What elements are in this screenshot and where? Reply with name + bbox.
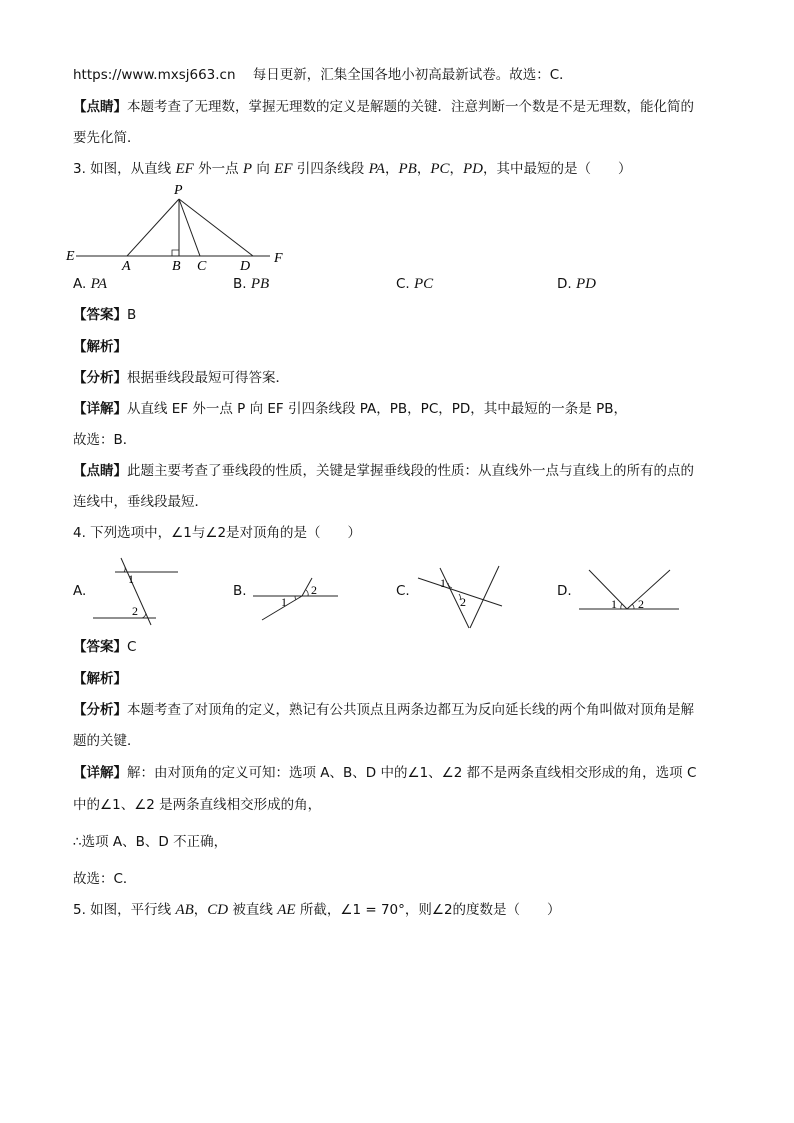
q5-stem-text: 所截，∠1 = 70°，则∠2的度数是（ ） — [295, 902, 561, 918]
label-b: B — [172, 259, 181, 270]
q3-comma: ， — [384, 161, 399, 177]
segment-pa — [127, 199, 179, 256]
dianjing-tag: 【点睛】 — [73, 99, 127, 115]
q3-var-p: P — [242, 161, 253, 177]
q4-option-d-letter[interactable]: D. — [557, 583, 572, 599]
q3-dianjing-line2: 连线中，垂线段最短． — [73, 494, 208, 510]
option-letter: B. — [233, 276, 251, 292]
header-slogan: 每日更新，汇集全国各地小初高最新试卷。 — [252, 67, 510, 83]
segment-pd — [179, 199, 253, 256]
q4-figure-b — [250, 572, 345, 627]
q4-xiangjie-line2: 中的∠1、∠2 是两条直线相交形成的角， — [73, 797, 322, 813]
xiangjie-tag: 【详解】 — [73, 765, 127, 781]
angle-label-2: 2 — [132, 604, 138, 618]
q3-option-c[interactable] — [396, 275, 433, 293]
q4-fenxi-line2: 题的关键． — [73, 733, 141, 749]
q3-comma: ， — [449, 161, 463, 177]
q5-var-ae: AE — [277, 902, 296, 918]
label-p: P — [174, 183, 183, 198]
q4-xiangjie-line1 — [73, 764, 696, 782]
angle-arc — [295, 596, 296, 600]
q4-therefore: ∴选项 A、B、D 不正确， — [73, 834, 228, 850]
q3-xiangjie — [73, 400, 627, 418]
q3-stem — [73, 160, 631, 178]
answer-value: C — [127, 639, 137, 655]
q3-stem-text: 向 — [252, 161, 275, 177]
label-a: A — [122, 259, 131, 270]
xiangjie-text: 从直线 EF 外一点 P 向 EF 引四条线段 PA，PB，PC，PD，其中最短的一条是 PB， — [127, 401, 627, 417]
q3-answer — [73, 306, 136, 324]
q3-var-pc: PC — [430, 161, 450, 177]
q5-var-cd: CD — [207, 902, 229, 918]
option-value: PD — [575, 276, 596, 292]
dianjing-text: 本题考查了无理数，掌握无理数的定义是解题的关键．注意判断一个数是不是无理数，能化简的 — [127, 99, 694, 115]
q4-figure-d — [575, 566, 685, 616]
fenxi-tag: 【分析】 — [73, 702, 127, 718]
option-letter: C. — [396, 276, 415, 292]
q2-dianjing-line2: 要先化简． — [73, 130, 141, 146]
label-f: F — [274, 251, 283, 266]
q3-jiexi-tag: 【解析】 — [73, 339, 127, 355]
q3-var-pd: PD — [462, 161, 483, 177]
header-line — [73, 66, 573, 84]
q4-jiexi-tag: 【解析】 — [73, 671, 127, 687]
option-letter: A. — [73, 276, 91, 292]
q3-fenxi — [73, 369, 289, 387]
angle-arc — [142, 613, 146, 618]
q4-option-a-letter[interactable]: A. — [73, 583, 87, 599]
angle-label-2: 2 — [638, 597, 644, 611]
q4-answer — [73, 638, 136, 656]
q4-guxuan: 故选：C． — [73, 871, 137, 887]
right-angle-mark — [172, 250, 179, 256]
fenxi-text: 根据垂线段最短可得答案． — [127, 370, 289, 386]
q5-comma: ， — [193, 902, 208, 918]
xiangjie-tag: 【详解】 — [73, 401, 127, 417]
q3-stem-text: ，其中最短的是（ ） — [482, 161, 632, 177]
q4-option-c-letter[interactable]: C. — [396, 583, 410, 599]
q3-stem-text: 外一点 — [193, 161, 243, 177]
label-d: D — [240, 259, 251, 270]
xiangjie-text: 解：由对顶角的定义可知：选项 A、B、D 中的∠1、∠2 都不是两条直线相交形成的角，选项 C — [127, 765, 697, 781]
angle-arc — [124, 567, 125, 572]
angle-label-1: 1 — [128, 572, 134, 586]
angle-arc — [448, 583, 452, 588]
q3-var-pb: PB — [398, 161, 417, 177]
q5-stem — [73, 901, 561, 919]
angle-arc — [632, 604, 634, 609]
answer-tag: 【答案】 — [73, 639, 127, 655]
option-value: PB — [250, 276, 270, 292]
angle-label-2: 2 — [311, 583, 317, 597]
angle-arc — [306, 590, 308, 596]
fenxi-tag: 【分析】 — [73, 370, 127, 386]
q4-stem: 4. 下列选项中，∠1与∠2是对顶角的是（ ） — [73, 525, 362, 541]
label-c: C — [197, 259, 207, 270]
option-letter: D. — [557, 276, 576, 292]
q3-comma: ， — [416, 161, 431, 177]
q5-stem-text: 5. 如图，平行线 — [73, 902, 176, 918]
dianjing-text: 此题主要考查了垂线段的性质，关键是掌握垂线段的性质：从直线外一点与直线上的所有的点的 — [127, 463, 694, 479]
q3-option-a[interactable] — [73, 275, 107, 293]
angle-label-1: 1 — [281, 595, 287, 609]
q3-stem-text: 引四条线段 — [292, 161, 369, 177]
q3-var-ef: EF — [175, 161, 194, 177]
angle-arc — [621, 604, 622, 609]
q3-dianjing-line1 — [73, 462, 694, 480]
q5-var-ab: AB — [175, 902, 194, 918]
q3-guxuan: 故选：B． — [73, 432, 137, 448]
option-value: PC — [414, 276, 434, 292]
dianjing-tag: 【点睛】 — [73, 463, 127, 479]
q3-stem-text: 3. 如图，从直线 — [73, 161, 176, 177]
angle-label-1: 1 — [611, 597, 617, 611]
header-tail: 故选：C． — [509, 67, 573, 83]
line — [627, 570, 670, 609]
q5-stem-text: 被直线 — [228, 902, 278, 918]
q3-figure — [62, 182, 302, 270]
q3-option-d[interactable] — [557, 275, 596, 293]
fenxi-text: 本题考查了对顶角的定义，熟记有公共顶点且两条边都互为反向延长线的两个角叫做对顶角是解 — [127, 702, 694, 718]
q4-figure-c — [415, 562, 510, 630]
angle-label-2: 2 — [460, 595, 466, 609]
option-value: PA — [90, 276, 107, 292]
answer-value: B — [127, 307, 137, 323]
q3-option-b[interactable] — [233, 275, 269, 293]
q4-figure-a — [90, 556, 185, 626]
label-e: E — [66, 249, 75, 264]
q4-fenxi-line1 — [73, 701, 694, 719]
q4-option-b-letter[interactable]: B. — [233, 583, 247, 599]
answer-tag: 【答案】 — [73, 307, 127, 323]
q3-var-pa: PA — [368, 161, 385, 177]
q3-var-ef: EF — [274, 161, 293, 177]
q2-dianjing-line1 — [73, 98, 694, 116]
angle-label-1: 1 — [440, 576, 446, 590]
header-site: https://www.mxsj663.cn — [73, 67, 236, 83]
line — [589, 570, 627, 609]
